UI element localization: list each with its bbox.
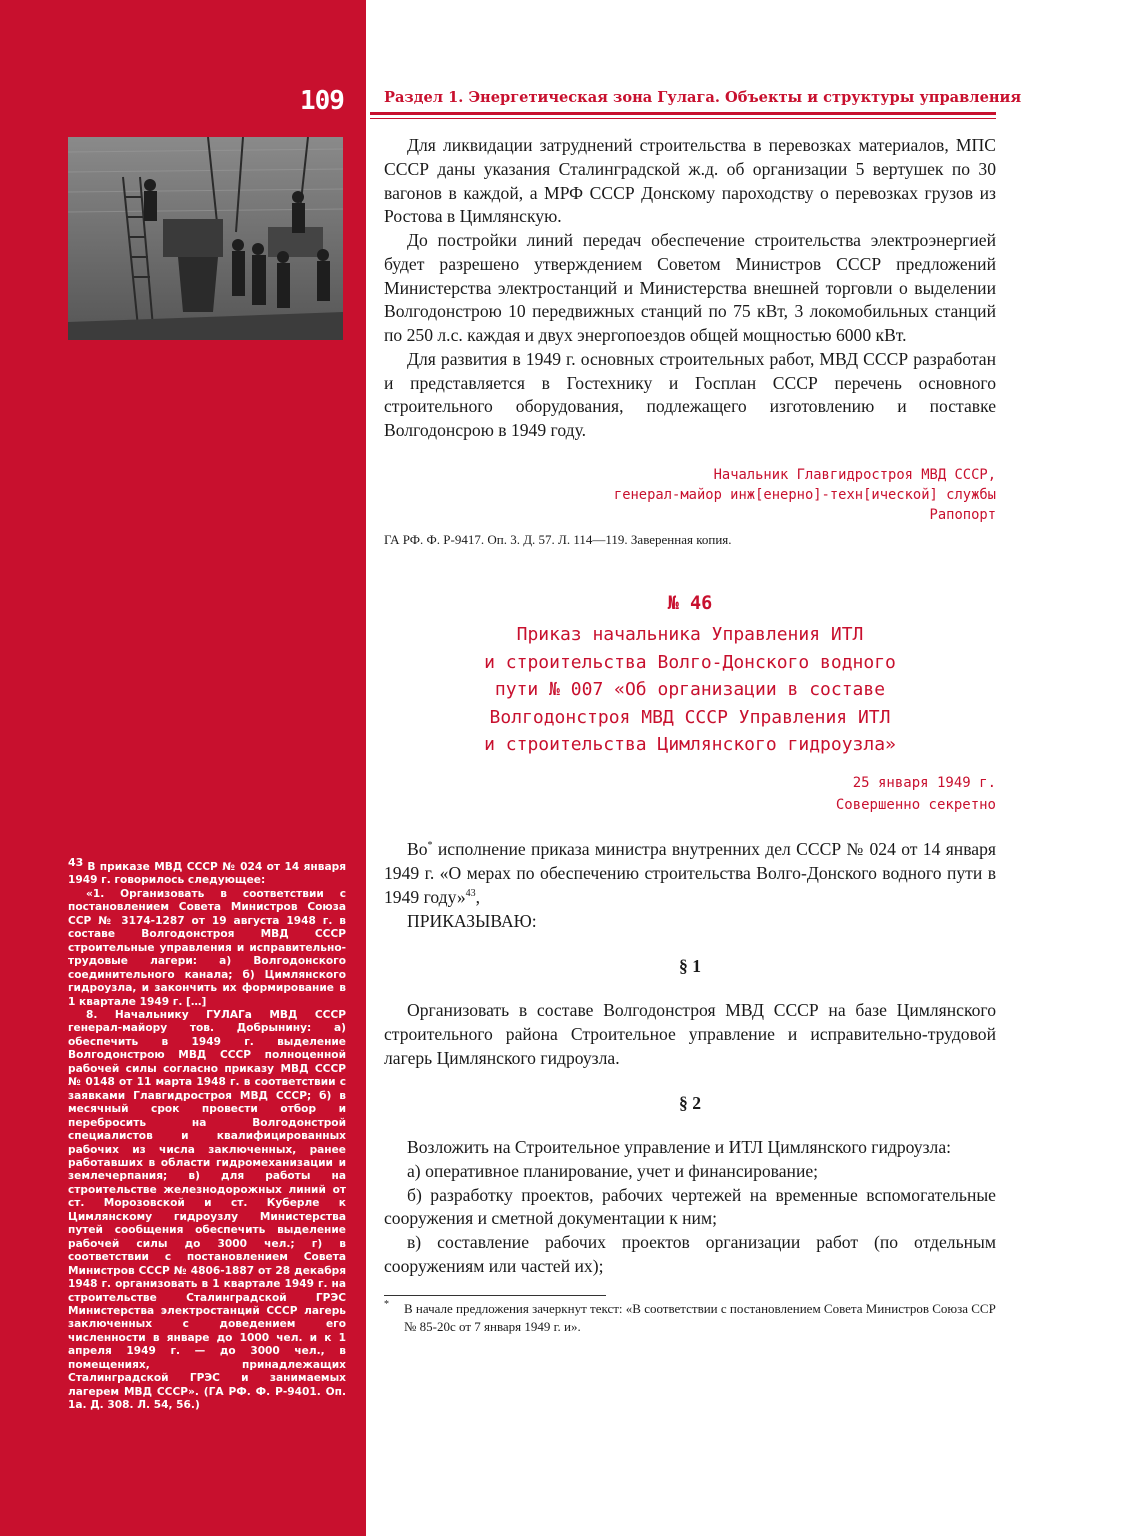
list-item: в) составление рабочих проектов организации работ (по отдельным сооружениям или частей их);	[384, 1232, 996, 1276]
footnote-text: В начале предложения зачеркнут текст: «В соответствии с постановлением Совета Министров Союза ССР № 85-20с от 7 января 1949 г. и».	[404, 1301, 996, 1335]
section-heading: § 1	[679, 956, 701, 977]
section-heading: § 2	[679, 1093, 701, 1114]
footnote-number: 43	[68, 856, 84, 869]
footnote-rule	[384, 1295, 606, 1296]
section-paragraph: Организовать в составе Волгодонстроя МВД СССР на базе Цимлянского строительного района Строительное управление и исправительно-трудовой лагерь Цимлянского гидроузла.	[384, 1000, 996, 1068]
document-title	[384, 621, 996, 759]
header-rule	[370, 112, 996, 115]
signature-line: генерал-майор инж[енерно]-техн[ической] службы	[613, 486, 996, 503]
header-rule-thin	[370, 118, 996, 119]
document-classification: Совершенно секретно	[835, 796, 996, 813]
sidenote-paragraph: В приказе МВД СССР № 024 от 14 января 1949 г. говорилось следующее:	[68, 861, 346, 887]
paragraph: Для ликвидации затруднений строительства в перевозках материалов, МПС СССР даны указания Сталинградской ж.д. об организации 5 вертушек по 30 вагонов в каждой, а МРФ СССР Донскому пароходству о перевозках грузов из Ростова в Цимлянскую.	[384, 135, 996, 227]
margin-footnote-43	[68, 856, 346, 1413]
order-word: ПРИКАЗЫВАЮ:	[407, 910, 537, 931]
paragraph: Для развития в 1949 г. основных строительных работ, МВД СССР разработан и представляется в Гостехнику и Госплан СССР перечень основного строительного оборудования, подлежащего изготовлению и поставке Волгодонсрою в 1949 году.	[384, 348, 996, 440]
intro-paragraph	[384, 838, 996, 909]
title-line: Приказ начальника Управления ИТЛ	[516, 624, 864, 646]
title-line: Волгодонстроя МВД СССР Управления ИТЛ	[489, 706, 891, 728]
archival-photo	[68, 137, 343, 340]
title-line: пути № 007 «Об организации в составе	[494, 679, 886, 701]
list-item: а) оперативное планирование, учет и финансирование;	[407, 1160, 819, 1181]
archive-reference: ГА РФ. Ф. Р-9417. Оп. 3. Д. 57. Л. 114—119. Заверенная копия.	[384, 531, 732, 547]
main-text	[384, 134, 996, 1279]
intro-start: Во	[407, 839, 428, 860]
page-footnote	[384, 1300, 996, 1337]
title-line: и строительства Цимлянского гидроузла»	[484, 734, 896, 756]
page-number: 109	[300, 86, 344, 116]
footnote-star: *	[384, 1299, 389, 1310]
title-line: и строительства Волго-Донского водного	[484, 651, 896, 673]
list-item: б) разработку проектов, рабочих чертежей на временные вспомогательные сооружения и сметной документации к ним;	[384, 1184, 996, 1229]
signature-line: Начальник Главгидростроя МВД СССР,	[713, 466, 996, 483]
sidenote-paragraph: 8. Начальнику ГУЛАГа МВД СССР генерал-майору тов. Добрынину: а) обеспечить в 1949 г. выделение Волгодонстрою МВД СССР полноценной рабочей силы согласно приказу МВД СССР № 0148 от 11 марта 1948 г. в соответствии с заявками Главгидростроя МВД СССР; б) в месячный срок провести отбор и перебросить на Волгодонстрой специалистов и квалифицированных рабочих из числа заключенных, ранее работавших в области гидромеханизации и землечерпания; в) для работы на строительстве железнодорожных линий от ст. Морозовской и ст. Куберле к Цимлянскому гидроузлу Министерства путей сообщения обеспечить выделение рабочей силы до 3000 чел.; г) в соответствии с постановлением Совета Министров СССР № 4806-1887 от 28 декабря 1948 г. организовать в 1 квартале 1949 г. на строительстве Сталинградской ГРЭС Министерства электростанций СССР лагерь заключенных с доведением его численности в январе до 1000 чел. и к 1 апреля 1949 г. — до 3000 чел., в помещениях, принадлежащих Сталинградской ГРЭС и занимаемых лагерем МВД СССР». (ГА РФ. Ф. Р-9401. Оп. 1а. Д. 308. Л. 54, 56.)	[68, 1008, 346, 1412]
sidenote-paragraph: «1. Организовать в соответствии с постановлением Совета Министров Союза ССР № 3174-1287 от 19 августа 1948 г. в составе Волгодонстроя МВД СССР строительные управления и исправительно-трудовые лагери: а) Волгодонского соединительного канала; б) Цимлянского гидроузла, и закончить их формирование в 1 квартале 1949 г. […]	[68, 887, 346, 1008]
signature-name: Рапопорт	[929, 506, 996, 523]
footnote-star: *	[427, 840, 433, 852]
document-date: 25 января 1949 г.	[852, 774, 996, 791]
document-number: № 46	[667, 593, 713, 615]
paragraph: До постройки линий передач обеспечение строительства электроэнергией будет разрешено утверждением Советом Министров СССР предложений Министерства электростанций и Министерства внешней торговли о выделении Волгодонстрою 10 передвижных станций по 75 кВт, 3 локомобильных станций по 250 л.с. каждая и двух энергопоездов общей мощностью 6000 кВт.	[384, 230, 996, 345]
intro-end: ,	[475, 886, 481, 907]
signature-block	[384, 465, 996, 525]
document-meta	[384, 773, 996, 816]
section-paragraph: Возложить на Строительное управление и ИТЛ Цимлянского гидроузла:	[407, 1137, 952, 1158]
footnote-ref-43: 43	[465, 887, 476, 899]
running-head: Раздел 1. Энергетическая зона Гулага. Объекты и структуры управления	[384, 89, 1022, 106]
intro-rest: исполнение приказа министра внутренних дел СССР № 024 от 14 января 1949 г. «О мерах по обеспечению строительства Волго-Донского водного пути в 1949 году»	[384, 839, 996, 907]
